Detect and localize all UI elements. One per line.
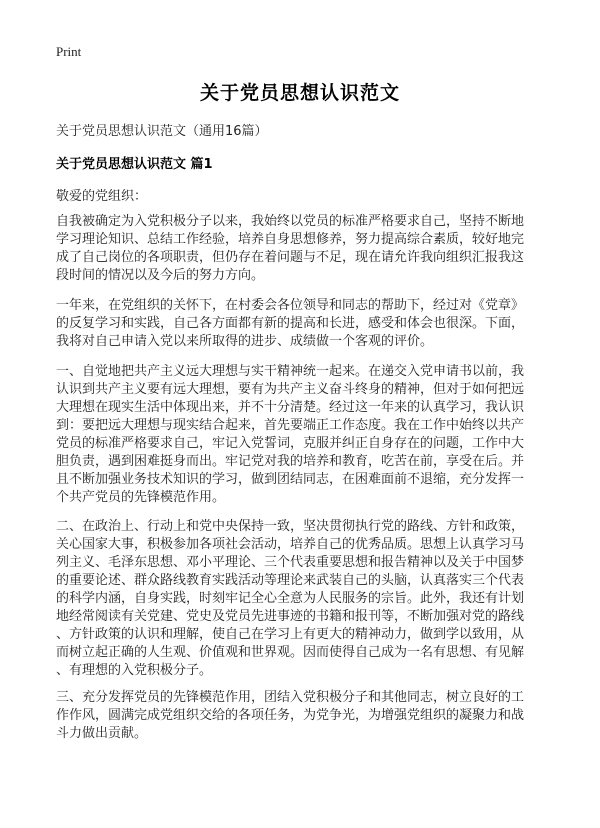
paragraph-line: 认识到共产主义要有远大理想，要有为共产主义奋斗终身的精神，但对于如何把远	[56, 382, 525, 397]
paragraph-line: 、方针政策的认识和理解，使自己在学习上有更大的精神动力，做到学以致用，从	[56, 627, 525, 642]
salutation: 敬爱的党组织：	[56, 189, 148, 204]
paragraph-line: 我将对自己申请入党以来所取得的进步、成绩做一个客观的评价。	[56, 334, 434, 349]
document-title: 关于党员思想认识范文	[199, 82, 400, 104]
paragraph-line: 作作风，圆满完成党组织交给的各项任务，为党争光，为增强党组织的凝聚力和战	[56, 708, 525, 723]
paragraph-line: 二、在政治上、行动上和党中央保持一致，坚决贯彻执行党的路线、方针和政策，	[56, 519, 525, 534]
paragraph-line: 斗力做出贡献。	[56, 726, 148, 741]
paragraph-line: 关心国家大事，积极参加各项社会活动，培养自己的优秀品质。思想上认真学习马	[56, 537, 525, 552]
paragraph-line: 一年来，在党组织的关怀下，在村委会各位领导和同志的帮助下，经过对《党章》	[56, 298, 525, 313]
paragraph-line: 学习理论知识、总结工作经验，培养自身思想修养，努力提高综合素质，较好地完	[56, 232, 525, 247]
paragraph-3	[56, 363, 546, 507]
paragraph-line: 胆负责，遇到困难挺身而出。牢记党对我的培养和教育，吃苦在前，享受在后。并	[56, 454, 525, 469]
paragraph-line: 大理想在现实生活中体现出来，并不十分清楚。经过这一年来的认真学习，我认识	[56, 400, 525, 415]
paragraph-5	[56, 689, 546, 743]
paragraph-line: 的科学内涵，自身实践，时刻牢记全心全意为人民服务的宗旨。此外，我还有计划	[56, 591, 525, 606]
paragraph-line: 成了自己岗位的各项职责，但仍存在着问题与不足，现在请允许我向组织汇报我这	[56, 250, 525, 265]
document-subtitle: 关于党员思想认识范文（通用16篇）	[56, 124, 268, 139]
paragraph-line: 一、自觉地把共产主义远大理想与实干精神统一起来。在递交入党申请书以前，我	[56, 364, 525, 379]
paragraph-line: 、有理想的入党积极分子。	[56, 663, 213, 678]
paragraph-line: 个共产党员的先锋模范作用。	[56, 490, 226, 505]
paragraph-line: 到：要把远大理想与现实结合起来，首先要端正工作态度。我在工作中始终以共产	[56, 418, 525, 433]
paragraph-line: 党员的标准严格要求自己，牢记入党誓词，克服并纠正自身存在的问题，工作中大	[56, 436, 525, 451]
paragraph-line: 而树立起正确的人生观、价值观和世界观。因而使得自己成为一名有思想、有见解	[56, 645, 525, 660]
paragraph-line: 地经常阅读有关党建、党史及党员先进事迹的书籍和报刊等，不断加强对党的路线	[56, 609, 525, 624]
paragraph-2	[56, 297, 546, 351]
paragraph-1	[56, 213, 546, 285]
paragraph-4	[56, 518, 546, 680]
paragraph-line: 列主义、毛泽东思想、邓小平理论、三个代表重要思想和报告精神以及关于中国梦	[56, 555, 525, 570]
paragraph-line: 的重要论述、群众路线教育实践活动等理论来武装自己的头脑，认真落实三个代表	[56, 573, 525, 588]
section-heading: 关于党员思想认识范文 篇1	[56, 157, 213, 172]
print-link[interactable]: Print	[56, 44, 82, 59]
paragraph-line: 且不断加强业务技术知识的学习，做到团结同志，在困难面前不退缩，充分发挥一	[56, 472, 525, 487]
paragraph-line: 的反复学习和实践，自己各方面都有新的提高和长进，感受和体会也很深。下面，	[56, 316, 525, 331]
paragraph-line: 三、充分发挥党员的先锋模范作用，团结入党积极分子和其他同志，树立良好的工	[56, 690, 525, 705]
paragraph-line: 段时间的情况以及今后的努力方向。	[56, 268, 265, 283]
paragraph-line: 自我被确定为入党积极分子以来，我始终以党员的标准严格要求自己，坚持不断地	[56, 214, 525, 229]
